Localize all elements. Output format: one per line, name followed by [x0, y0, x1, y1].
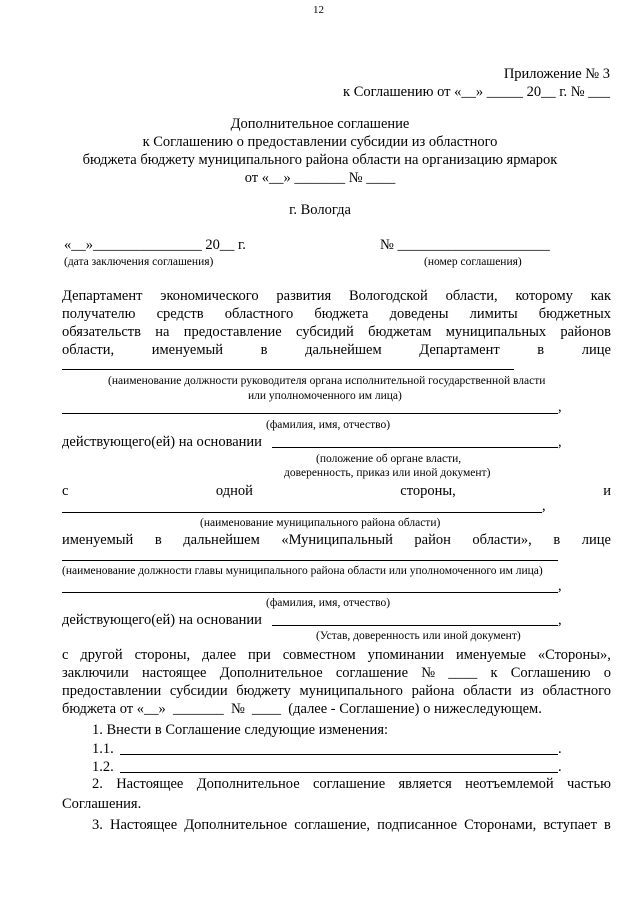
intro-line-1: Департамент экономического развития Вологодской области, которому как — [62, 288, 611, 304]
intro-line-3: обязательств на предоставление субсидий бюджетам муниципальных районов — [62, 324, 611, 340]
one-side-line: с одной стороны, и — [62, 483, 611, 499]
district-name-caption: (наименование муниципального района области) — [200, 517, 441, 529]
agreement-number-caption: (номер соглашения) — [424, 256, 522, 268]
district-head-caption: (наименование должности главы муниципального района области или уполномоченного им лица) — [62, 565, 543, 577]
appendix-title: Приложение № 3 — [503, 66, 610, 82]
district-head-blank — [62, 560, 558, 561]
district-basis-blank — [272, 625, 558, 626]
district-fio-comma: , — [558, 578, 562, 594]
city: г. Вологда — [289, 202, 351, 218]
item-1-2-period: . — [558, 759, 562, 775]
dept-basis-caption-2: доверенность, приказ или иной документ) — [284, 467, 491, 479]
agreement-date-caption: (дата заключения соглашения) — [64, 256, 214, 268]
dept-head-caption-2: или уполномоченного им лица) — [248, 390, 402, 402]
agreement-number-field: № _____________________ — [380, 237, 550, 253]
item-1-1-label: 1.1. — [92, 741, 114, 757]
district-fio-blank — [62, 592, 558, 593]
heading-line-2: к Соглашению о предоставлении субсидии из областного — [142, 134, 498, 150]
dept-fio-blank — [62, 413, 558, 414]
dept-head-blank — [62, 369, 514, 370]
heading-line-1: Дополнительное соглашение — [230, 116, 410, 132]
dept-basis-blank — [272, 447, 558, 448]
heading-line-4: от «__» _______ № ____ — [244, 170, 396, 186]
item-1-1-blank — [120, 754, 558, 755]
body-line-2: заключили настоящее Дополнительное соглашение № ____ к Соглашению о — [62, 665, 611, 681]
appendix-reference: к Соглашению от «__» _____ 20__ г. № ___ — [343, 84, 610, 100]
district-name-blank — [62, 512, 542, 513]
dept-head-caption-1: (наименование должности руководителя органа исполнительной государственной власти — [108, 375, 546, 387]
intro-line-4: области, именуемый в дальнейшем Департамент в лице — [62, 342, 611, 358]
agreement-date-field: «__»_______________ 20__ г. — [64, 237, 246, 253]
dept-acting-label: действующего(ей) на основании — [62, 434, 262, 450]
heading-line-3: бюджета бюджету муниципального района области на организацию ярмарок — [82, 152, 558, 168]
dept-basis-caption-1: (положение об органе власти, — [316, 453, 462, 465]
district-fio-caption: (фамилия, имя, отчество) — [266, 597, 391, 609]
district-basis-comma: , — [558, 612, 562, 628]
item-1-1-period: . — [558, 741, 562, 757]
item-1-2-label: 1.2. — [92, 759, 114, 775]
dept-fio-comma: , — [558, 399, 562, 415]
body-line-1: с другой стороны, далее при совместном упоминании именуемые «Стороны», — [62, 647, 611, 663]
item-2-line-1: 2. Настоящее Дополнительное соглашение является неотъемлемой частью — [92, 776, 611, 792]
intro-line-2: получателю средств областного бюджета доведены лимиты бюджетных — [62, 306, 611, 322]
body-line-3: предоставлении субсидии бюджету муниципального района области из областного — [62, 683, 611, 699]
page-number: 12 — [313, 4, 324, 16]
dept-fio-caption: (фамилия, имя, отчество) — [266, 419, 391, 431]
district-name-comma: , — [542, 498, 546, 514]
body-line-4: бюджета от «__» _______ № ____ (далее - Соглашение) о нижеследующем. — [62, 701, 542, 717]
item-3-line-1: 3. Настоящее Дополнительное соглашение, подписанное Сторонами, вступает в — [92, 817, 611, 833]
named-as-line: именуемый в дальнейшем «Муниципальный район области», в лице — [62, 532, 611, 548]
item-2-line-2: Соглашения. — [62, 796, 142, 812]
dept-basis-comma: , — [558, 434, 562, 450]
district-acting-label: действующего(ей) на основании — [62, 612, 262, 628]
item-1: 1. Внести в Соглашение следующие изменения: — [92, 722, 389, 738]
district-basis-caption: (Устав, доверенность или иной документ) — [316, 630, 521, 642]
item-1-2-blank — [120, 772, 558, 773]
